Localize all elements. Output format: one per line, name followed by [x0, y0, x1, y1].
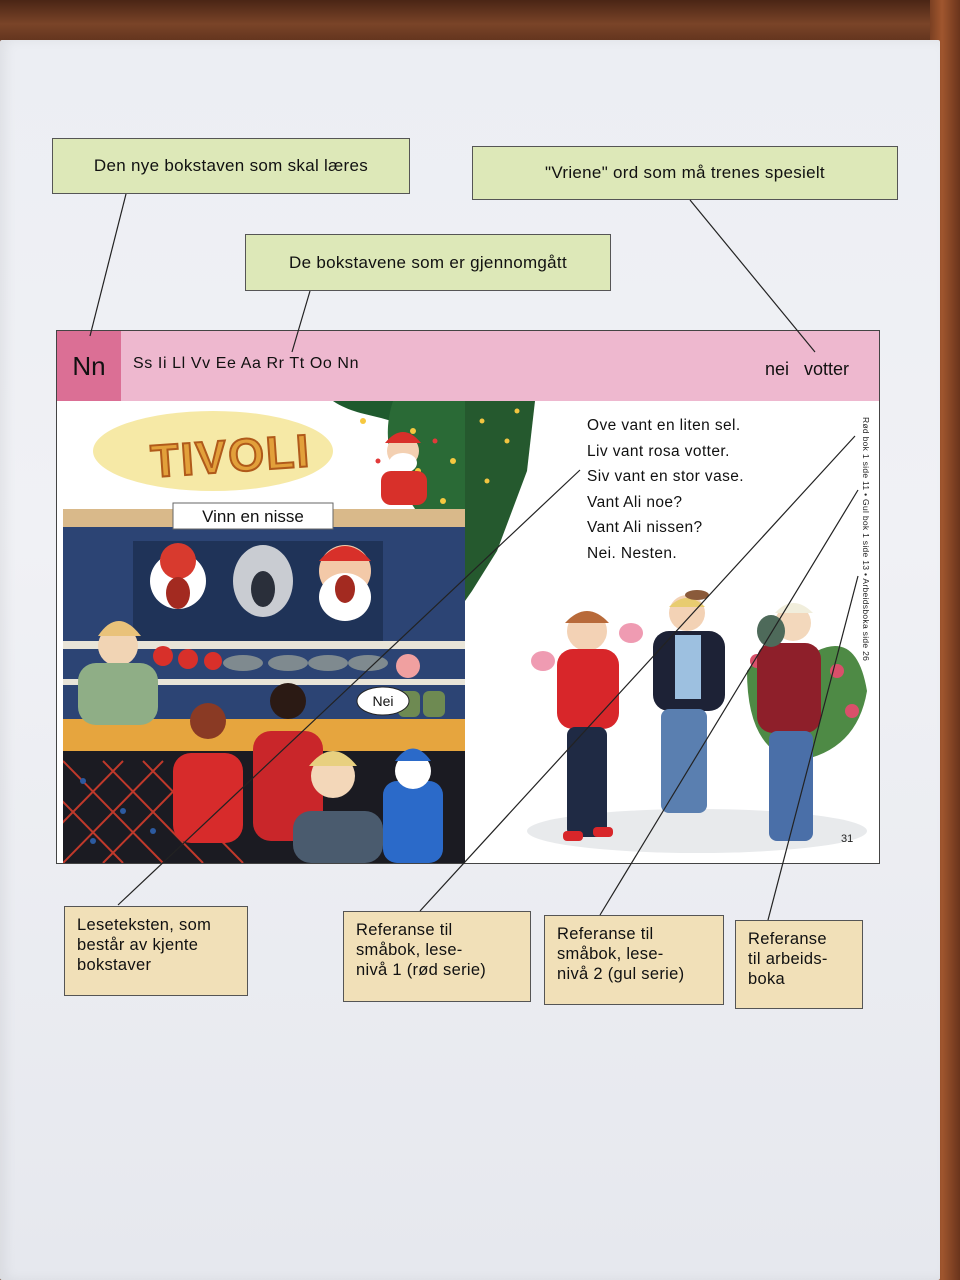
booth-banner-text: Vinn en nisse — [202, 507, 304, 526]
reading-line: Vant Ali nissen? — [587, 519, 703, 536]
callout-covered-letters-text: De bokstavene som er gjennomgått — [289, 252, 567, 272]
reading-line: Siv vant en stor vase. — [587, 468, 744, 485]
callout-ref-level2 — [544, 915, 724, 1005]
callout-ref-workbook-text: Referanse til arbeids- boka — [748, 930, 828, 988]
book-page — [56, 330, 880, 864]
callout-new-letter-text: Den nye bokstaven som skal læres — [93, 156, 369, 175]
tivoli-sign-text: TIVOLI — [149, 424, 313, 488]
covered-letters: Ss Ii Ll Vv Ee Aa Rr Tt Oo Nn — [133, 355, 360, 372]
reading-line: Vant Ali noe? — [587, 493, 683, 511]
callout-tricky-words — [472, 146, 898, 200]
callout-reading-text — [64, 906, 248, 996]
callout-ref-workbook — [735, 920, 863, 1009]
callout-ref-level2-text: Referanse til småbok, lese- nivå 2 (gul serie) — [557, 925, 685, 983]
callout-reading-text-text: Leseteksten, som består av kjente bokstaver — [77, 916, 212, 974]
vertical-reference: Rød bok 1 side 11 • Gul bok 1 side 13 • Arbeidsboka side 26 — [861, 417, 871, 662]
reading-line: Liv vant rosa votter. — [587, 442, 730, 460]
callout-covered-letters — [245, 234, 611, 291]
reading-line: Ove vant en liten sel. — [587, 417, 741, 434]
callout-ref-level1-text: Referanse til småbok, lese- nivå 1 (rød serie) — [356, 921, 487, 979]
new-letter: Nn — [72, 350, 106, 381]
callout-ref-level1 — [343, 911, 531, 1002]
reading-text — [587, 413, 744, 566]
callout-tricky-words-text: "Vriene" ord som må trenes spesielt — [545, 163, 825, 182]
reading-line: Nei. Nesten. — [587, 544, 678, 562]
speech-bubble-text: Nei — [372, 693, 394, 709]
kids-illustration — [57, 331, 880, 864]
callout-new-letter — [52, 138, 410, 194]
page-number: 31 — [841, 833, 854, 845]
tricky-words: nei votter — [764, 359, 849, 379]
